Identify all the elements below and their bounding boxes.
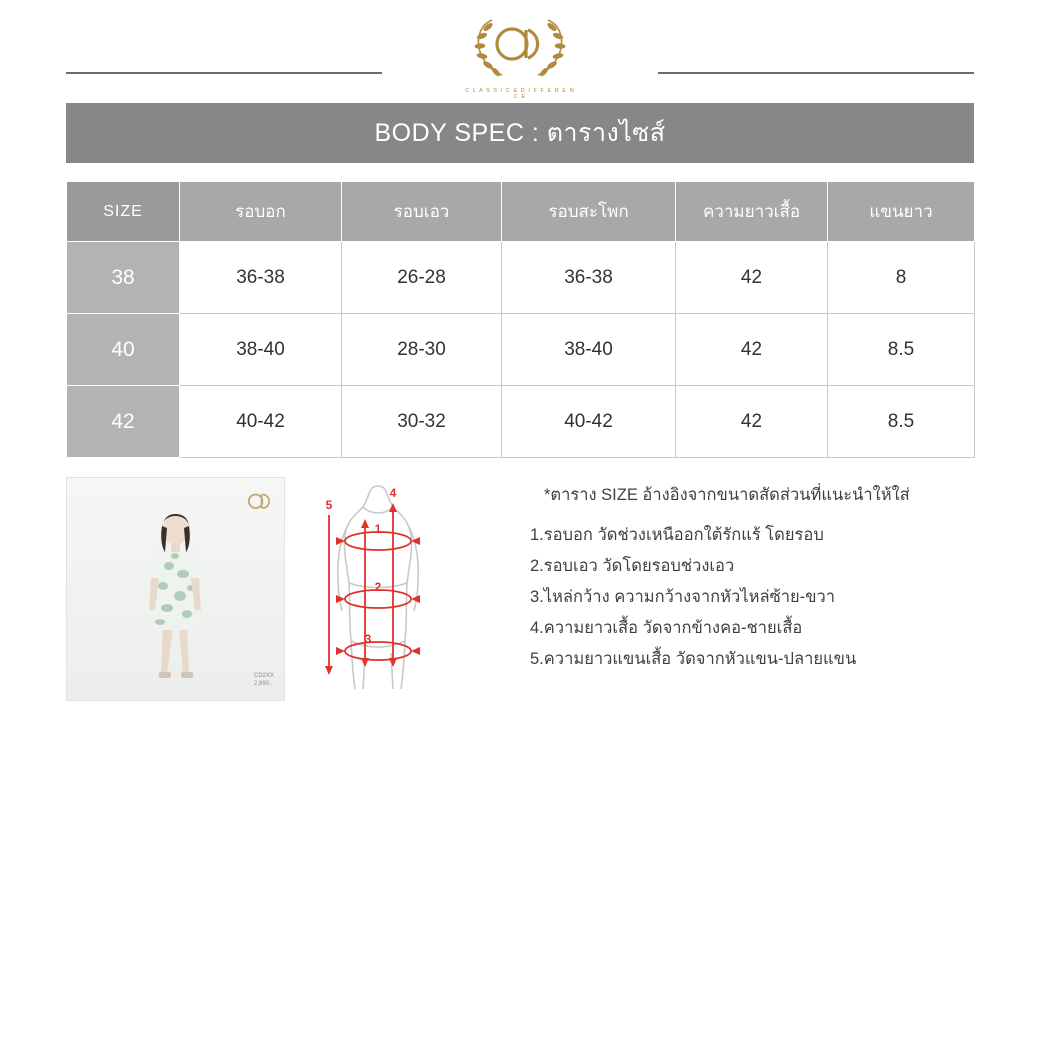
photo-caption-code: CD2XX bbox=[253, 673, 274, 679]
measurement-notes bbox=[530, 482, 990, 675]
diagram-marker-3: 3 bbox=[364, 632, 372, 646]
cell-size: 40 bbox=[67, 314, 180, 386]
cell-sleeve: 8.5 bbox=[828, 386, 975, 458]
photo-caption bbox=[254, 673, 274, 688]
column-header-sleeve: แขนยาว bbox=[828, 182, 975, 242]
column-header-bust: รอบอก bbox=[180, 182, 342, 242]
note-item-2: 2.รอบเอว วัดโดยรอบช่วงเอว bbox=[530, 557, 735, 575]
cell-waist: 28-30 bbox=[342, 314, 502, 386]
table-header bbox=[67, 182, 975, 242]
column-header-size: SIZE bbox=[67, 182, 180, 242]
product-photo bbox=[66, 477, 285, 701]
column-header-waist: รอบเอว bbox=[342, 182, 502, 242]
mannequin-diagram-icon bbox=[305, 477, 455, 701]
diagram-marker-5: 5 bbox=[325, 498, 333, 512]
cell-waist: 30-32 bbox=[342, 386, 502, 458]
diagram-marker-1: 1 bbox=[374, 522, 382, 536]
column-header-length: ความยาวเสื้อ bbox=[676, 182, 828, 242]
cell-bust: 36-38 bbox=[180, 242, 342, 314]
header-rule-left bbox=[66, 72, 382, 74]
note-item-3: 3.ไหล่กว้าง ความกว้างจากหัวไหล่ซ้าย-ขวา bbox=[530, 588, 836, 606]
table-body bbox=[67, 242, 975, 458]
cell-size: 38 bbox=[67, 242, 180, 314]
cell-bust: 40-42 bbox=[180, 386, 342, 458]
cell-length: 42 bbox=[676, 314, 828, 386]
table-header-row bbox=[67, 182, 975, 242]
measurement-diagram bbox=[305, 477, 455, 701]
table-row bbox=[67, 386, 975, 458]
brand-logo-icon bbox=[462, 6, 578, 92]
cell-sleeve: 8 bbox=[828, 242, 975, 314]
cell-length: 42 bbox=[676, 386, 828, 458]
table-row bbox=[67, 242, 975, 314]
cell-hip: 36-38 bbox=[502, 242, 676, 314]
note-item-5: 5.ความยาวแขนเสื้อ วัดจากหัวแขน-ปลายแขน bbox=[530, 650, 857, 668]
cell-size: 42 bbox=[67, 386, 180, 458]
note-item-4: 4.ความยาวเสื้อ วัดจากข้างคอ-ชายเสื้อ bbox=[530, 619, 803, 637]
diagram-marker-4: 4 bbox=[389, 486, 397, 500]
note-item-1: 1.รอบอก วัดช่วงเหนืออกใต้รักแร้ โดยรอบ bbox=[530, 526, 824, 544]
brand-header bbox=[0, 0, 1040, 100]
page-title: BODY SPEC : ตารางไซส์ bbox=[66, 103, 974, 163]
cell-bust: 38-40 bbox=[180, 314, 342, 386]
photo-brand-logo-icon bbox=[242, 486, 276, 520]
cell-hip: 38-40 bbox=[502, 314, 676, 386]
table-row bbox=[67, 314, 975, 386]
column-header-hip: รอบสะโพก bbox=[502, 182, 676, 242]
brand-logo bbox=[462, 6, 578, 100]
notes-heading: *ตาราง SIZE อ้างอิงจากขนาดสัดส่วนที่แนะนำให้ใส่ bbox=[544, 486, 910, 504]
photo-caption-price: 2,890.- bbox=[253, 680, 273, 687]
diagram-marker-2: 2 bbox=[374, 580, 382, 594]
cell-length: 42 bbox=[676, 242, 828, 314]
header-rule-right bbox=[658, 72, 974, 74]
cell-hip: 40-42 bbox=[502, 386, 676, 458]
body-spec-table bbox=[66, 181, 975, 458]
brand-tagline: C L A S S I C & D I F F E R E N C E bbox=[465, 88, 575, 100]
cell-waist: 26-28 bbox=[342, 242, 502, 314]
cell-sleeve: 8.5 bbox=[828, 314, 975, 386]
